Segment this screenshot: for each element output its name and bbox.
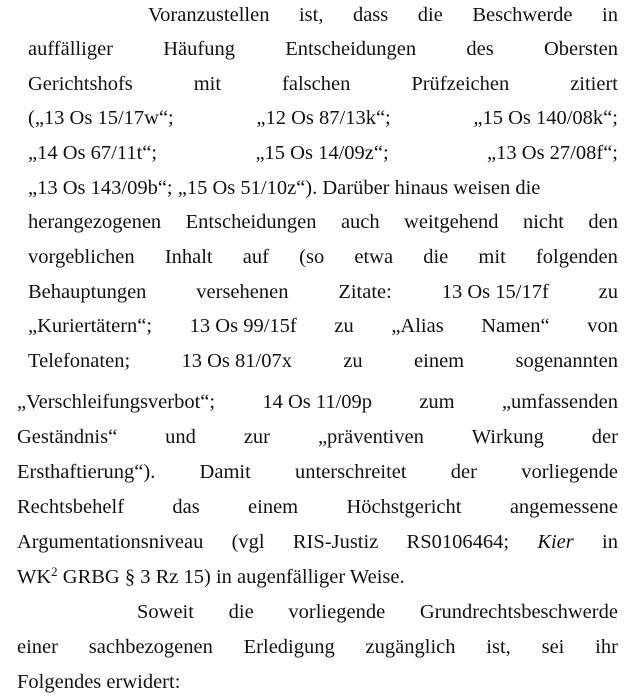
word: der	[450, 461, 477, 483]
word: sachbezogenen	[88, 636, 213, 658]
word: RIS-Justiz	[292, 531, 379, 553]
word: auf	[242, 246, 269, 268]
text-line-6	[28, 176, 618, 200]
word: „umfassenden	[501, 391, 618, 413]
word: Argumentationsniveau	[17, 531, 204, 553]
word: Wirkung	[471, 426, 544, 448]
word: das	[172, 496, 200, 518]
word: zum	[419, 391, 455, 413]
text-line-17	[17, 565, 405, 589]
word: weitgehend	[404, 211, 499, 233]
word: „Kuriertätern“;	[28, 315, 153, 337]
text-line-13	[17, 425, 618, 449]
citation: „12 Os 87/13k“;	[256, 107, 391, 129]
word: vorliegende	[521, 461, 618, 483]
word: nicht	[522, 211, 564, 233]
word: Behauptungen	[28, 281, 147, 303]
word: Ersthaftierung“).	[17, 461, 156, 483]
text-line-10	[28, 314, 618, 338]
author-name: Kier	[537, 531, 574, 553]
text-fragment: GRBG § 3 Rz 15) in augenfälliger Weise.	[57, 566, 405, 588]
word: zu	[334, 315, 354, 337]
word: vorgeblichen	[28, 246, 135, 268]
word: den	[588, 211, 618, 233]
citation: „13 Os 27/08f“;	[487, 142, 618, 164]
word: „Verschleifungsverbot“;	[17, 391, 216, 413]
word: Häufung	[163, 38, 235, 60]
word: des	[466, 38, 494, 60]
word: zitiert	[570, 73, 618, 95]
text-fragment: WK	[17, 566, 52, 588]
word: Voranzustellen	[148, 4, 270, 26]
word: Inhalt	[164, 246, 213, 268]
word: RS0106464;	[406, 531, 510, 553]
word: Beschwerde	[472, 4, 573, 26]
line-text: „13 Os 143/09b“; „15 Os 51/10z“). Darüber hinaus weisen die	[28, 177, 541, 199]
word: Erledigung	[243, 636, 335, 658]
word: einer	[17, 636, 58, 658]
word: ist,	[298, 4, 324, 26]
word: zu	[598, 281, 618, 303]
word: auffälliger	[28, 38, 113, 60]
text-line-8	[28, 245, 618, 269]
word: (so	[299, 246, 325, 268]
text-line-12	[17, 390, 618, 414]
word: Namen“	[481, 315, 550, 337]
word: „Alias	[391, 315, 444, 337]
text-line-14	[17, 460, 618, 484]
text-line-19	[17, 635, 618, 659]
word: Entscheidungen	[285, 38, 417, 60]
text-line-7	[28, 210, 618, 234]
text-line-16	[17, 530, 618, 554]
text-line-9	[28, 280, 618, 304]
word: auch	[340, 211, 380, 233]
line-text: Folgendes erwidert:	[17, 671, 181, 693]
citation: 14 Os 11/09p	[262, 391, 373, 413]
word: Obersten	[543, 38, 618, 60]
word: der	[591, 426, 618, 448]
text-line-2	[28, 37, 618, 61]
word: (vgl	[231, 531, 265, 553]
word: in	[602, 531, 618, 553]
word: zu	[343, 350, 363, 372]
word: falschen	[282, 73, 351, 95]
word: vorliegende	[288, 601, 386, 623]
citation: 13 Os 15/17f	[441, 281, 549, 303]
citation: 13 Os 81/07x	[181, 350, 292, 372]
word: mit	[193, 73, 222, 95]
word: Soweit	[137, 601, 194, 623]
word: Entscheidungen	[185, 211, 317, 233]
word: einem	[248, 496, 299, 518]
word: Zitate:	[338, 281, 392, 303]
word: die	[423, 246, 449, 268]
word: und	[165, 426, 196, 448]
word: herangezogenen	[28, 211, 162, 233]
word: einem	[414, 350, 465, 372]
text-line-1	[148, 3, 618, 27]
word: ihr	[595, 636, 618, 658]
citation: („13 Os 15/17w“;	[28, 107, 174, 129]
text-line-20	[17, 670, 180, 694]
word: von	[587, 315, 618, 337]
word: versehenen	[196, 281, 289, 303]
word: mit	[478, 246, 506, 268]
citation: „15 Os 140/08k“;	[473, 107, 618, 129]
text-line-18	[137, 600, 618, 624]
text-line-3	[28, 72, 618, 96]
word: angemessene	[509, 496, 618, 518]
word: zugänglich	[365, 636, 456, 658]
word: zur	[243, 426, 271, 448]
citation: „14 Os 67/11t“;	[28, 142, 158, 164]
word: dass	[352, 4, 389, 26]
citation: „15 Os 14/09z“;	[255, 142, 389, 164]
word: in	[602, 4, 618, 26]
text-line-4	[28, 106, 618, 130]
word: „präventiven	[317, 426, 424, 448]
citation: 13 Os 99/15f	[189, 315, 297, 337]
word: ist,	[486, 636, 511, 658]
word: Geständnis“	[17, 426, 118, 448]
text-line-5	[28, 141, 618, 165]
text-line-11	[28, 349, 618, 373]
word: Höchstgericht	[346, 496, 462, 518]
word: unterschreitet	[295, 461, 407, 483]
word: Damit	[199, 461, 251, 483]
word: etwa	[354, 246, 394, 268]
superscript: 2	[51, 564, 58, 579]
word: Prüfzeichen	[411, 73, 510, 95]
text-line-15	[17, 495, 618, 519]
word: sei	[541, 636, 565, 658]
word: sogenannten	[515, 350, 618, 372]
word: folgenden	[535, 246, 618, 268]
word: Rechtsbehelf	[17, 496, 125, 518]
word: Grundrechtsbeschwerde	[419, 601, 618, 623]
word: die	[228, 601, 254, 623]
word: Gerichtshofs	[28, 73, 133, 95]
word: die	[417, 4, 443, 26]
word: Telefonaten;	[28, 350, 131, 372]
